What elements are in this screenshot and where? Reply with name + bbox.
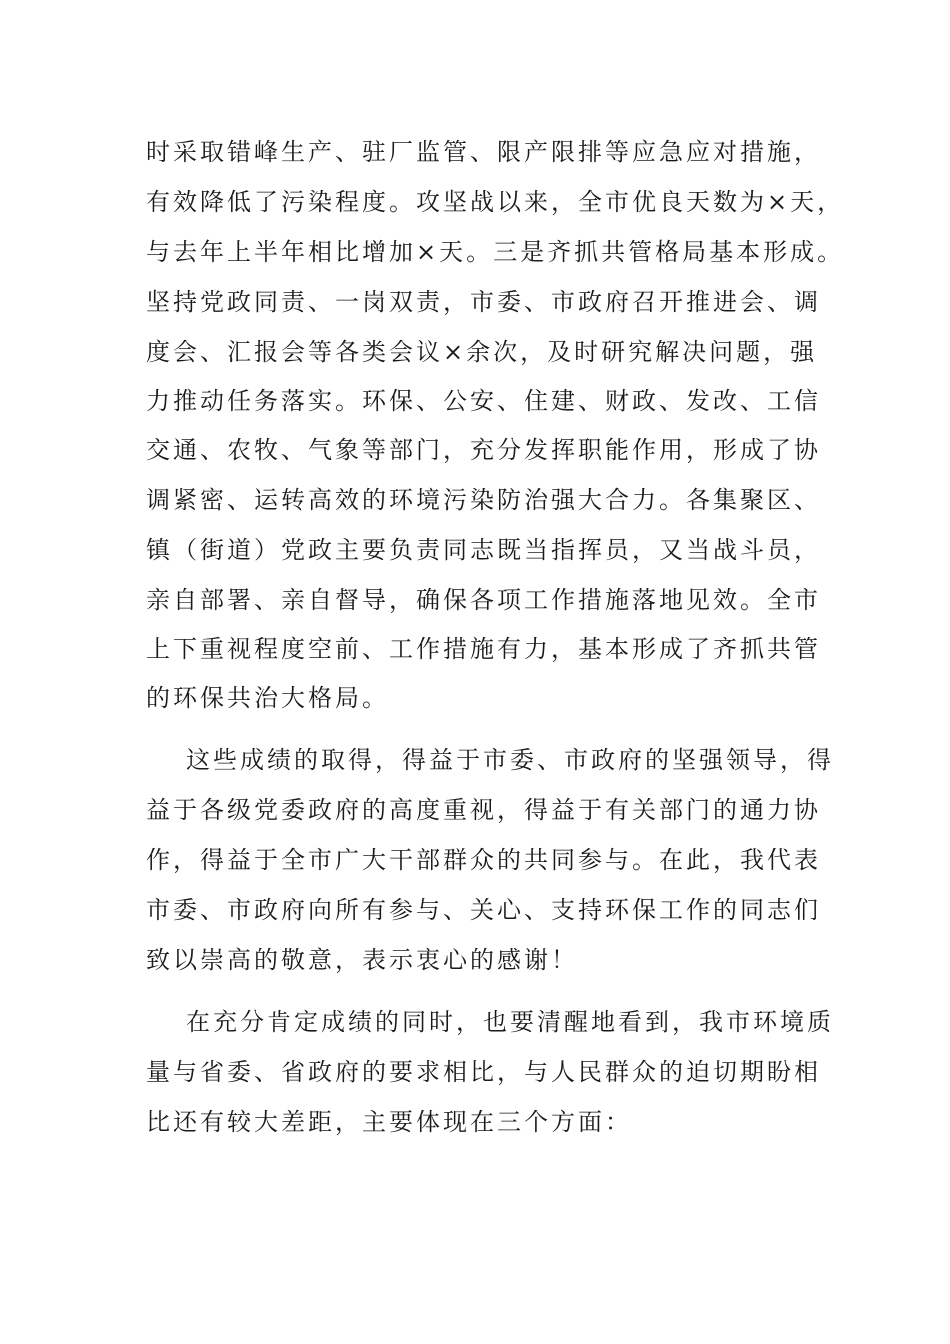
text-line: 坚持党政同责、一岗双责，市委、市政府召开推进会、调 xyxy=(146,288,821,316)
text-line: 有效降低了污染程度。攻坚战以来，全市优良天数为×天， xyxy=(146,188,845,216)
text-line: 致以崇高的敬意，表示衷心的感谢！ xyxy=(146,946,578,974)
paragraph-first-line: 在充分肯定成绩的同时，也要清醒地看到，我市环境质 xyxy=(186,1008,834,1036)
text-line: 力推动任务落实。环保、公安、住建、财政、发改、工信 xyxy=(146,387,821,415)
text-line: 度会、汇报会等各类会议×余次，及时研究解决问题，强 xyxy=(146,338,818,366)
paragraph-first-line: 这些成绩的取得，得益于市委、市政府的坚强领导，得 xyxy=(186,746,834,774)
text-line: 比还有较大差距，主要体现在三个方面： xyxy=(146,1108,632,1136)
text-line: 镇（街道）党政主要负责同志既当指挥员，又当战斗员， xyxy=(146,536,821,564)
text-line: 上下重视程度空前、工作措施有力，基本形成了齐抓共管 xyxy=(146,635,821,663)
text-line: 益于各级党委政府的高度重视，得益于有关部门的通力协 xyxy=(146,796,821,824)
text-line: 的环保共治大格局。 xyxy=(146,684,389,712)
text-line: 量与省委、省政府的要求相比，与人民群众的迫切期盼相 xyxy=(146,1058,821,1086)
text-line: 时采取错峰生产、驻厂监管、限产限排等应急应对措施， xyxy=(146,138,821,166)
text-line: 与去年上半年相比增加×天。三是齐抓共管格局基本形成。 xyxy=(146,238,845,266)
text-line: 调紧密、运转高效的环境污染防治强大合力。各集聚区、 xyxy=(146,486,821,514)
text-line: 亲自部署、亲自督导，确保各项工作措施落地见效。全市 xyxy=(146,586,821,614)
text-line: 市委、市政府向所有参与、关心、支持环保工作的同志们 xyxy=(146,896,821,924)
text-line: 作，得益于全市广大干部群众的共同参与。在此，我代表 xyxy=(146,846,821,874)
text-line: 交通、农牧、气象等部门，充分发挥职能作用，形成了协 xyxy=(146,436,821,464)
